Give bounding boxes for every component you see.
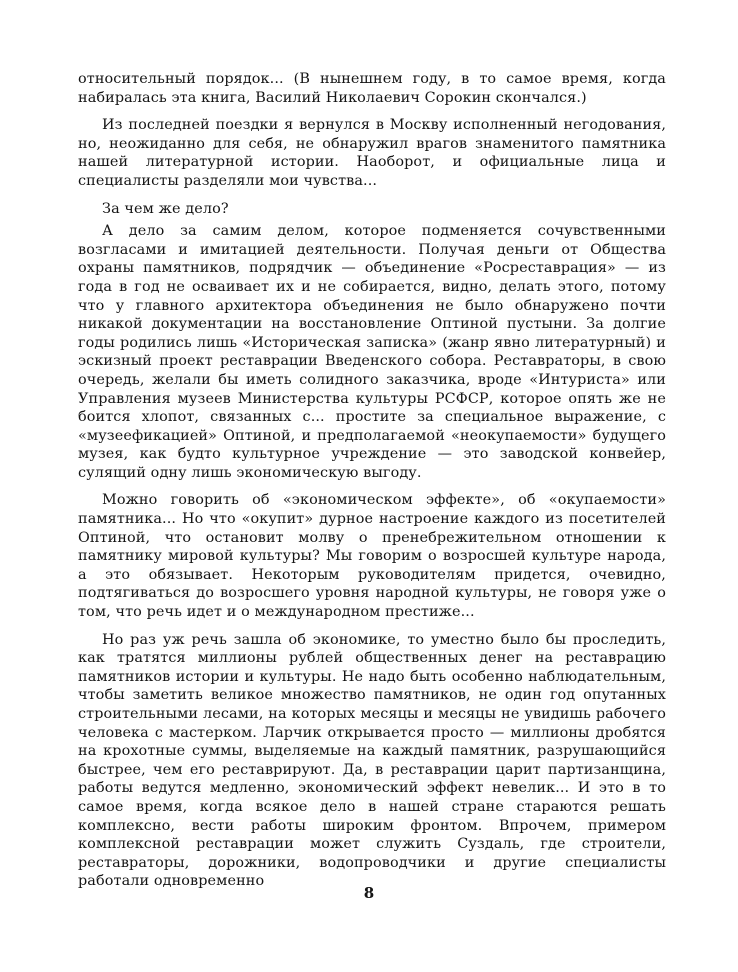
paragraph-restoration-delays: А дело за самим делом, которое подменяется сочувственными возгласами и имитацией деятельности. Получая деньги от Общества охраны памятников, подрядчик — объединение «Росреставрация» — из года в год не осваивает их и не собирается, видно, делать этого, потому что у главного архитектора объединения не было обнаружено почти никакой документации на восстановление Оптиной пустыни. За долгие годы родились лишь «Историческая записка» (жанр явно литературный) и эскизный проект реставрации Введенского собора. Реставраторы, в свою очередь, желали бы иметь солидного заказчика, вроде «Интуриста» или Управления музеев Министерства культуры РСФСР, которое опять же не боится хлопот, связанных с... простите за специальное выражение, с «музеефикацией» Оптиной, и предполагаемой «неокупаемости» будущего музея, как будто культурное учреждение — это заводской конвейер, сулящий одну лишь экономическую выгоду. bbox=[78, 223, 666, 481]
paragraph-spending-millions: Но раз уж речь зашла об экономике, то уместно было бы проследить, как тратятся миллионы рублей общественных денег на реставрацию памятников истории и культуры. Не надо быть особенно наблюдательным, чтобы заметить великое множество памятников, не один год опутанных строительными лесами, на которых месяцы и месяцы не увидишь рабочего человека с мастерком. Ларчик открывается просто — миллионы дробятся на крохотные суммы, выделяемые на каждый памятник, разрушающийся быстрее, чем его реставрируют. Да, в реставрации царит партизанщина, работы ведутся медленно, экономический эффект невелик... И это в то самое время, когда всякое дело в нашей стране стараются решать комплексно, вести работы широким фронтом. Впрочем, примером комплексной реставрации может служить Суздаль, где строители, реставраторы, дорожники, водопроводчики и другие специалисты работали одновременно bbox=[78, 631, 666, 890]
page-number: 8 bbox=[363, 884, 375, 902]
paragraph-economic-effect: Можно говорить об «экономическом эффекте», об «окупаемости» памятника... Но что «окупит» дурное настроение каждого из посетителей Оптиной, что остановит молву о пренебрежительном отношении к памятнику мировой культуры? Мы говорим о возросшей культуре народа, а это обязывает. Некоторым руководителям придется, очевидно, подтягиваться до возросшего уровня народной культуры, не говоря уже о том, что речь идет и о международном престиже... bbox=[78, 492, 666, 621]
paragraph-return-from-trip: Из последней поездки я вернулся в Москву исполненный негодования, но, неожиданно для себя, не обнаружил врагов знаменитого памятника нашей литературной истории. Наоборот, и официальные лица и специалисты разделяли мои чувства... bbox=[78, 117, 666, 189]
paragraph-question: За чем же дело? bbox=[102, 200, 229, 217]
paragraph-continuation: относительный порядок... (В нынешнем году, в то самое время, когда набиралась эта книга, Василий Николаевич Сорокин скончался.) bbox=[78, 71, 666, 106]
